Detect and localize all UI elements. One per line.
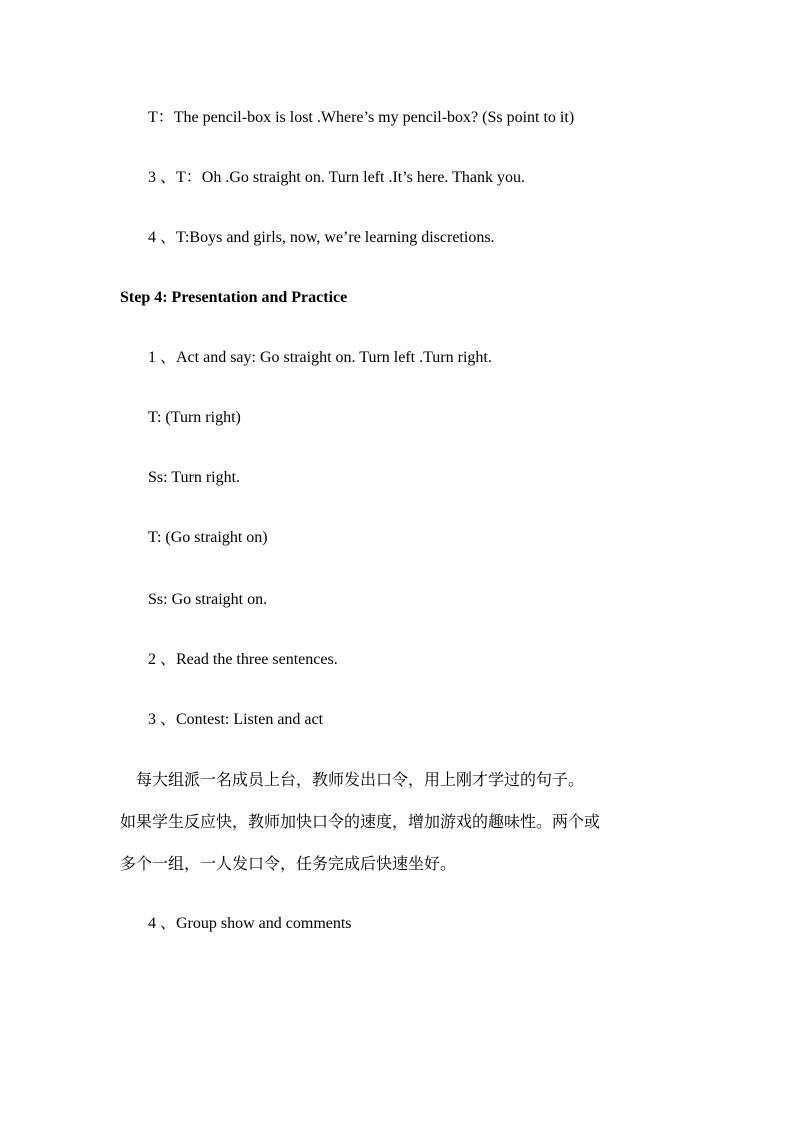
dialogue-ss-turn-right: Ss: Turn right. <box>148 469 241 486</box>
dialogue-line-3: 3 、T：Oh .Go straight on. Turn left .It’s here. Thank you. <box>148 169 526 186</box>
paragraph-line-2: 如果学生反应快，教师加快口令的速度，增加游戏的趣味性。两个或 <box>120 812 601 831</box>
item-3-contest: 3 、Contest: Listen and act <box>148 711 324 728</box>
paragraph-line-1: 每大组派一名成员上台，教师发出口令，用上刚才学过的句子。 <box>120 770 585 789</box>
dialogue-ss-go-straight: Ss: Go straight on. <box>148 591 268 608</box>
dialogue-line-4: 4 、T:Boys and girls, now, we’re learning discretions. <box>148 229 495 246</box>
dialogue-t-go-straight: T: (Go straight on) <box>148 529 268 546</box>
item-2-read-sentences: 2 、Read the three sentences. <box>148 651 338 668</box>
section-heading-step-4: Step 4: Presentation and Practice <box>120 289 348 306</box>
item-4-group-show: 4 、Group show and comments <box>148 915 352 932</box>
dialogue-t-turn-right: T: (Turn right) <box>148 409 241 426</box>
item-1-act-and-say: 1 、Act and say: Go straight on. Turn left .Turn right. <box>148 349 492 366</box>
dialogue-line-pencil-box: T：The pencil-box is lost .Where’s my pencil-box? (Ss point to it) <box>148 109 575 126</box>
paragraph-line-3: 多个一组，一人发口令，任务完成后快速坐好。 <box>120 854 457 873</box>
